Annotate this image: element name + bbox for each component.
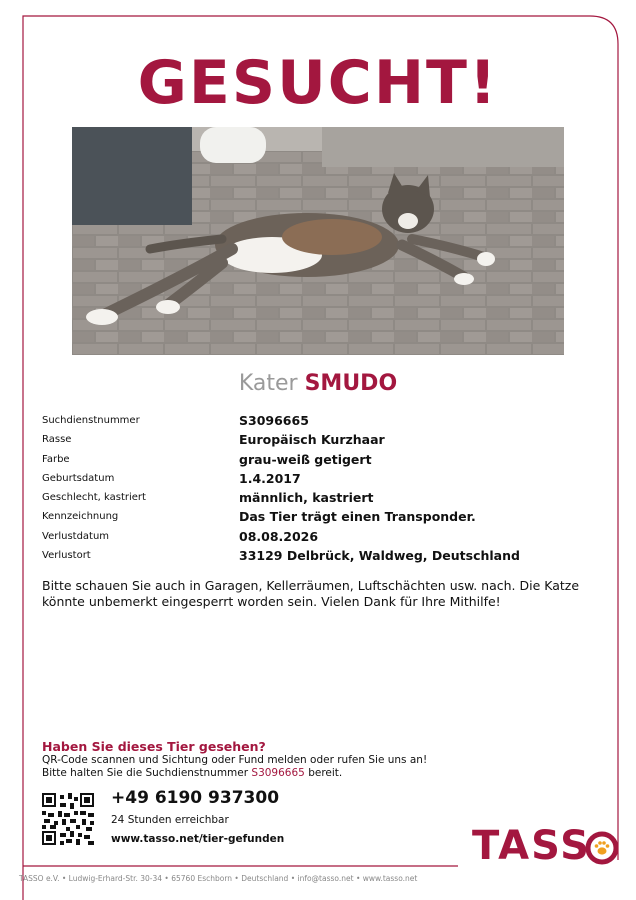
pet-facts-table (42, 413, 602, 567)
pet-type: Kater (238, 371, 298, 396)
qr-code-icon[interactable] (42, 793, 94, 845)
fact-row (42, 452, 602, 471)
fact-value: Europäisch Kurzhaar (239, 432, 385, 448)
fact-label: Geschlecht, kastriert (42, 492, 146, 504)
search-note: Bitte schauen Sie auch in Garagen, Kellerräumen, Luftschächten usw. nach. Die Katze könnte unbemerkt eingesperrt worden sein. Vielen Dank für Ihre Mithilfe! (42, 578, 580, 609)
seen-line-2 (42, 767, 562, 780)
seen-search-code: S3096665 (251, 767, 305, 779)
fact-row (42, 490, 602, 509)
fact-value: 1.4.2017 (239, 470, 301, 486)
fact-label: Suchdienstnummer (42, 415, 140, 426)
paw-logo-icon (584, 830, 620, 866)
fact-row (42, 432, 602, 451)
fact-row (42, 471, 602, 490)
footer-address: TASSO e.V. • Ludwig-Erhard-Str. 30-34 • 65760 Eschborn • Deutschland • info@tasso.net • www.tasso.net (19, 874, 418, 883)
seen-instructions (42, 754, 562, 780)
availability-text: 24 Stunden erreichbar (111, 814, 229, 826)
fact-label: Verlustdatum (42, 530, 110, 542)
phone-number[interactable]: +49 6190 937300 (111, 788, 280, 808)
pet-name: SMUDO (304, 371, 398, 396)
seen-line-1: QR-Code scannen und Sichtung oder Fund melden oder rufen Sie uns an! (42, 754, 428, 766)
fact-row (42, 509, 602, 528)
fact-row (42, 413, 602, 432)
fact-value: 08.08.2026 (239, 528, 319, 544)
seen-line-2-end: bereit. (308, 767, 343, 779)
fact-value: männlich, kastriert (239, 490, 374, 506)
fact-label: Rasse (42, 434, 72, 446)
seen-heading: Haben Sie dieses Tier gesehen? (42, 739, 266, 754)
cat-photo (72, 127, 564, 355)
fact-value: grau-weiß getigert (239, 451, 372, 467)
fact-row (42, 529, 602, 548)
fact-label: Kennzeichnung (42, 511, 119, 523)
website-link[interactable]: www.tasso.net/tier-gefunden (111, 833, 285, 845)
fact-label: Farbe (42, 453, 70, 465)
fact-value: S3096665 (239, 413, 309, 428)
fact-value: Das Tier trägt einen Transponder. (239, 509, 476, 525)
fact-value: 33129 Delbrück, Waldweg, Deutschland (239, 548, 520, 564)
seen-line-2-text: Bitte halten Sie die Suchdienstnummer (42, 767, 249, 779)
pet-name-line (0, 369, 636, 399)
fact-label: Verlustort (42, 550, 91, 562)
fact-label: Geburtsdatum (42, 472, 115, 484)
tasso-logo: TASS (472, 823, 591, 869)
fact-row (42, 548, 602, 567)
poster-title: GESUCHT! (137, 48, 499, 118)
